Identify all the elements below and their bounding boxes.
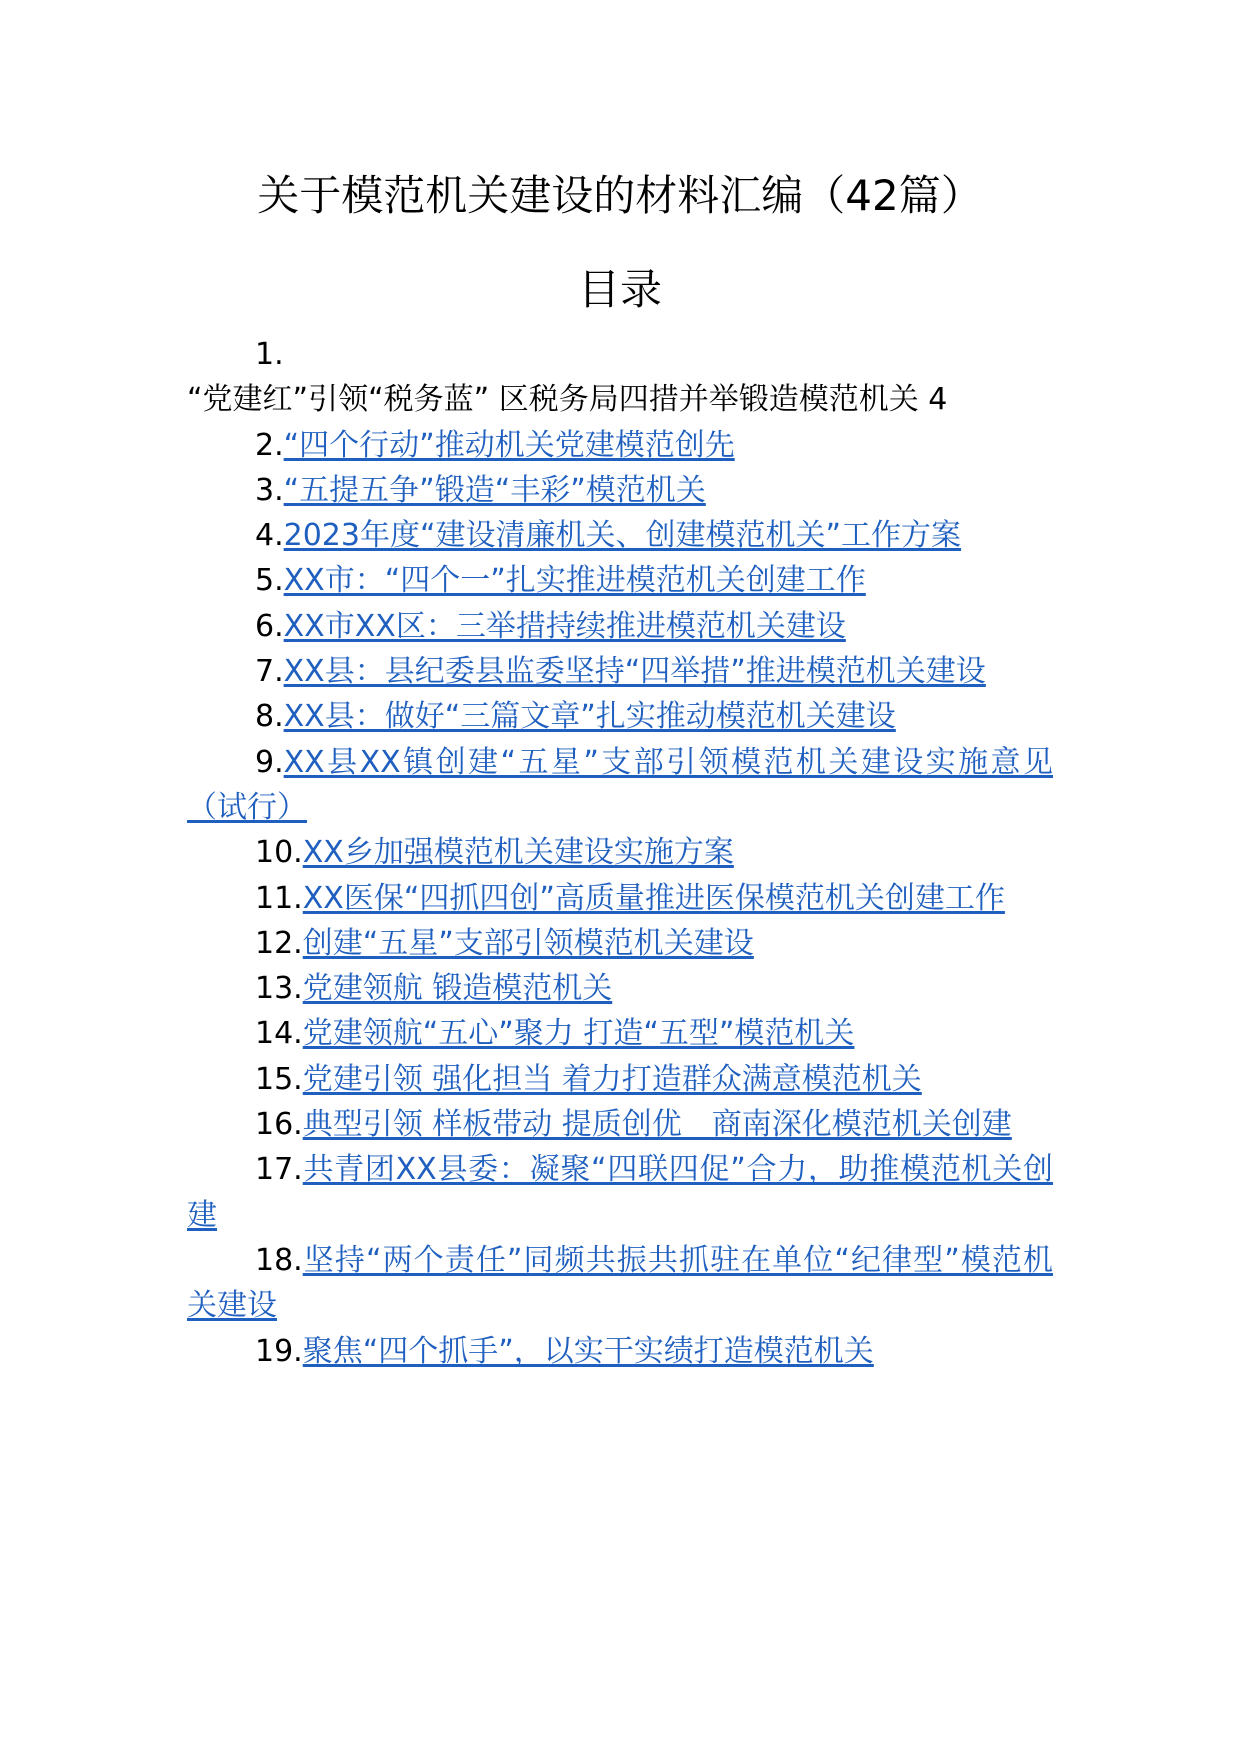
toc-entry-number: 10. [255, 835, 303, 871]
toc-entry-number: 2. [255, 427, 284, 463]
toc-entry-number: 19. [255, 1333, 303, 1369]
toc-entry-15 [187, 1057, 1053, 1102]
toc-entry-number: 15. [255, 1061, 303, 1097]
toc-entry-5 [187, 558, 1053, 603]
toc-entry-number: 11. [255, 880, 303, 916]
toc-entry-link[interactable]: “四个行动”推动机关党建模范创先 [283, 427, 735, 463]
table-of-contents [187, 332, 1053, 1374]
toc-entry-number: 3. [255, 472, 284, 508]
toc-entry-2 [187, 423, 1053, 468]
document-title: 关于模范机关建设的材料汇编（42篇） [257, 171, 983, 220]
toc-entry-4 [187, 513, 1053, 558]
toc-entry-number: 16. [255, 1107, 303, 1143]
toc-entry-9 [187, 740, 1053, 831]
toc-entry-number: 14. [255, 1016, 303, 1052]
toc-entry-18 [187, 1238, 1053, 1329]
toc-entry-link[interactable]: 共青团XX县委：凝聚“四联四促”合力，助推模范机关创建 [187, 1152, 1053, 1233]
toc-entry-link[interactable]: 聚焦“四个抓手”，以实干实绩打造模范机关 [302, 1333, 874, 1369]
toc-entry-number: 8. [255, 699, 284, 735]
toc-entry-link[interactable]: “五提五争”锻造“丰彩”模范机关 [283, 472, 706, 508]
toc-entry-link[interactable]: XX市XX区：三举措持续推进模范机关建设 [283, 608, 846, 644]
toc-entry-number: 18. [255, 1242, 303, 1278]
toc-entry-17 [187, 1147, 1053, 1238]
toc-entry-link[interactable]: 坚持“两个责任”同频共振共抓驻在单位“纪律型”模范机关建设 [187, 1242, 1053, 1324]
toc-entry-number: 12. [255, 925, 303, 961]
toc-entry-number: 17. [255, 1152, 303, 1188]
toc-entry-number: 5. [255, 563, 284, 599]
toc-entry-link[interactable]: XX医保“四抓四创”高质量推进医保模范机关创建工作 [302, 880, 1005, 916]
toc-entry-16 [187, 1102, 1053, 1147]
toc-entry-link[interactable]: 党建领航“五心”聚力 打造“五型”模范机关 [302, 1016, 855, 1052]
toc-entry-number: 1. [255, 337, 284, 372]
toc-entry-number: 7. [255, 654, 284, 690]
toc-entry-link[interactable]: 典型引领 样板带动 提质创优 商南深化模范机关创建 [302, 1107, 1012, 1143]
toc-entry-page-number: 4 [928, 382, 948, 418]
toc-entry-3 [187, 468, 1053, 513]
toc-entry-number: 13. [255, 971, 303, 1007]
toc-entry-link[interactable]: XX县：做好“三篇文章”扎实推动模范机关建设 [283, 699, 896, 735]
toc-entry-link[interactable]: 创建“五星”支部引领模范机关建设 [302, 925, 754, 961]
toc-entry-number: 6. [255, 608, 284, 644]
toc-entry-12 [187, 921, 1053, 966]
toc-entry-19 [187, 1329, 1053, 1374]
toc-entry-14 [187, 1011, 1053, 1056]
toc-entry-6 [187, 604, 1053, 649]
toc-entry-number: 4. [255, 518, 284, 554]
toc-entry-link[interactable]: XX县：县纪委县监委坚持“四举措”推进模范机关建设 [283, 654, 986, 690]
toc-entry-link[interactable]: XX市：“四个一”扎实推进模范机关创建工作 [283, 563, 866, 599]
toc-heading: 目录 [577, 265, 662, 314]
toc-entry-number: 9. [255, 744, 284, 780]
toc-entry-link[interactable]: 2023年度“建设清廉机关、创建模范机关”工作方案 [283, 518, 962, 554]
toc-entry-10 [187, 830, 1053, 875]
toc-entry-8 [187, 694, 1053, 739]
toc-entry-text: “党建红”引领“税务蓝” 区税务局四措并举锻造模范机关 [187, 382, 919, 418]
toc-entry-11 [187, 876, 1053, 921]
toc-entry-link[interactable]: XX乡加强模范机关建设实施方案 [302, 835, 734, 871]
toc-entry-13 [187, 966, 1053, 1011]
toc-entry-1 [187, 332, 1053, 423]
toc-entry-link[interactable]: 党建领航 锻造模范机关 [302, 971, 613, 1007]
toc-entry-7 [187, 649, 1053, 694]
toc-entry-link[interactable]: 党建引领 强化担当 着力打造群众满意模范机关 [302, 1061, 922, 1097]
toc-entry-link[interactable]: XX县XX镇创建“五星”支部引领模范机关建设实施意见（试行） [187, 744, 1053, 825]
